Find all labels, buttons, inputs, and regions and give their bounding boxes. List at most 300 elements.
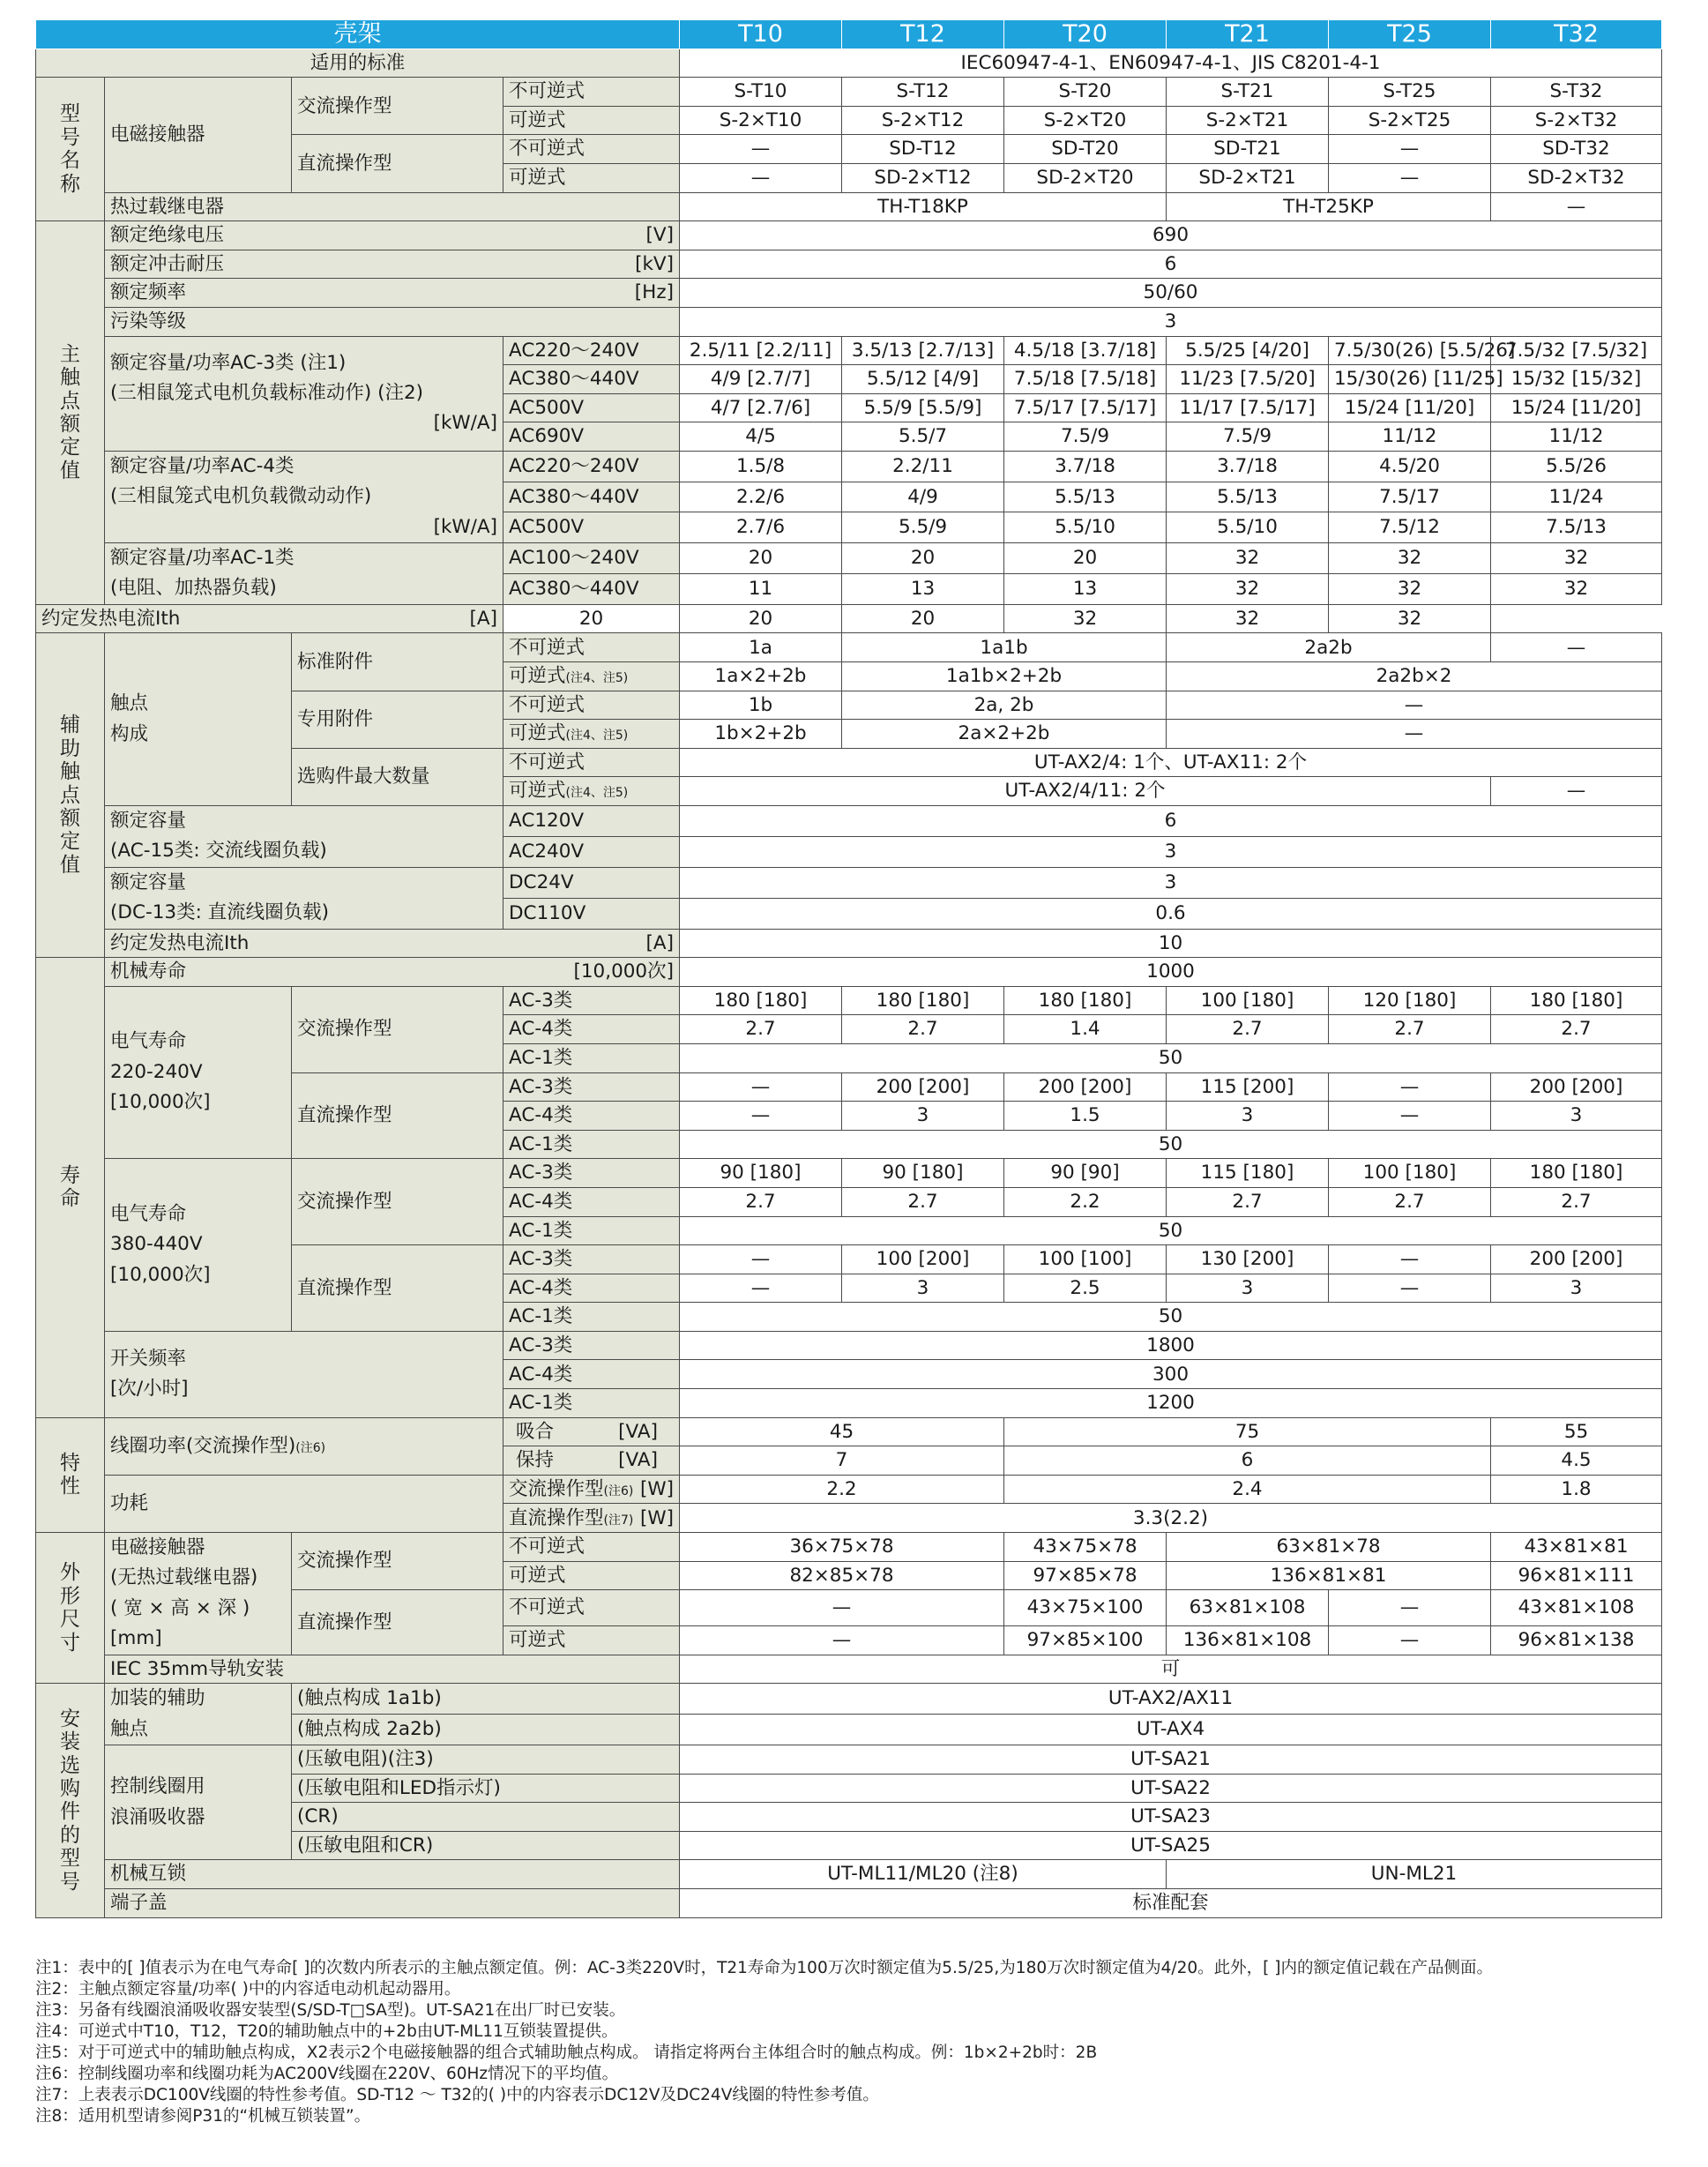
table-cell: AC220～240V [503, 336, 680, 365]
table-cell: 不可逆式 [503, 1533, 680, 1562]
table-cell: 43×81×108 [1491, 1590, 1662, 1626]
table-cell: 7.5/17 [1329, 482, 1491, 512]
table-cell: 额定绝缘电压 [V] [105, 221, 680, 250]
table-cell: 115 [200] [1167, 1072, 1329, 1102]
table-cell: 7.5/30(26) [5.5/26] [1329, 336, 1491, 365]
table-cell: AC-3类 [503, 1159, 680, 1188]
table-cell: 90 [180] [842, 1159, 1004, 1188]
table-cell: 约定发热电流Ith [A] [36, 604, 503, 633]
table-cell: 1a [680, 633, 842, 662]
table-cell: 136×81×108 [1167, 1626, 1329, 1655]
table-cell: 2.7 [1167, 1187, 1329, 1216]
table-cell: 热过载继电器 [105, 192, 680, 221]
table-cell: S-T12 [842, 78, 1004, 107]
table-cell: 4.5/18 [3.7/18] [1004, 336, 1167, 365]
table-cell: 15/24 [11/20] [1329, 393, 1491, 422]
table-cell: 4/5 [680, 422, 842, 452]
table-cell: 额定频率 [Hz] [105, 279, 680, 308]
table-cell: 2.2 [1004, 1187, 1167, 1216]
table-row [36, 336, 1662, 365]
table-row [36, 604, 1662, 633]
table-cell: 3 [842, 1102, 1004, 1131]
table-row [36, 806, 1662, 837]
table-cell: 1.5 [1004, 1102, 1167, 1131]
table-cell: 11/12 [1329, 422, 1491, 452]
table-cell: 32 [1167, 604, 1329, 633]
table-cell: IEC60947-4-1、EN60947-4-1、JIS C8201-4-1 [680, 49, 1662, 78]
table-cell: 32 [1004, 604, 1167, 633]
table-cell: UT-AX2/4: 1个、UT-AX11: 2个 [680, 748, 1662, 777]
table-cell: AC-1类 [503, 1303, 680, 1332]
column-header: T10 [680, 20, 842, 49]
table-cell: 4/9 [842, 482, 1004, 512]
table-cell: 专用附件 [292, 691, 503, 748]
table-cell: (触点构成 2a2b) [292, 1715, 680, 1745]
table-cell: 7.5/17 [7.5/17] [1004, 393, 1167, 422]
table-cell: 不可逆式 [503, 135, 680, 164]
table-cell: (压敏电阻和LED指示灯) [292, 1774, 680, 1803]
table-row [36, 307, 1662, 336]
table-cell: 1a×2+2b [680, 662, 842, 691]
table-cell: AC-4类 [503, 1360, 680, 1389]
table-cell: — [680, 1274, 842, 1303]
table-cell: 7.5/18 [7.5/18] [1004, 365, 1167, 394]
table-cell: 3.7/18 [1167, 451, 1329, 482]
table-row [36, 1860, 1662, 1889]
table-cell: 1b [680, 691, 842, 720]
table-cell: 2a, 2b [842, 691, 1167, 720]
table-cell: SD-2×T12 [842, 163, 1004, 192]
footnote: 注6：控制线圈功率和线圈功耗为AC200V线圈在220V、60Hz情况下的平均值。 [35, 2065, 619, 2083]
table-cell: 90 [90] [1004, 1159, 1167, 1188]
table-cell: 5.5/9 [842, 512, 1004, 543]
table-cell: S-2×T25 [1329, 106, 1491, 135]
table-cell: AC100～240V [503, 543, 680, 574]
table-cell: 2a2b [1167, 633, 1491, 662]
table-cell: 控制线圈用 浪涌吸收器 [105, 1745, 292, 1859]
table-row [36, 986, 1662, 1015]
table-cell: 15/32 [15/32] [1491, 365, 1662, 394]
table-cell: — [1329, 1590, 1491, 1626]
table-cell: S-T21 [1167, 78, 1329, 107]
table-row [36, 1159, 1662, 1188]
table-cell: UT-AX2/AX11 [680, 1684, 1662, 1715]
table-cell: 50 [680, 1130, 1662, 1159]
table-cell: 可逆式 [503, 163, 680, 192]
table-cell: 3.3(2.2) [680, 1504, 1662, 1533]
table-cell: 50 [680, 1216, 1662, 1245]
table-cell: 机械互锁 [105, 1860, 680, 1889]
table-cell: 交流操作型 [292, 986, 503, 1072]
table-cell: 2.7 [680, 1015, 842, 1044]
table-row [36, 1888, 1662, 1917]
table-cell: 不可逆式 [503, 1590, 680, 1626]
table-cell: AC-4类 [503, 1274, 680, 1303]
table-row [36, 543, 1662, 574]
table-row [36, 1331, 1662, 1360]
table-cell: AC-3类 [503, 1331, 680, 1360]
column-header: T25 [1329, 20, 1491, 49]
table-row [36, 958, 1662, 987]
table-row [36, 1655, 1662, 1684]
table-cell: 5.5/9 [5.5/9] [842, 393, 1004, 422]
table-cell: 96×81×111 [1491, 1561, 1662, 1590]
table-cell: 120 [180] [1329, 986, 1491, 1015]
table-cell: 交流操作型 [292, 1533, 503, 1590]
table-cell: 1.8 [1491, 1475, 1662, 1504]
table-cell: — [680, 135, 842, 164]
table-cell: S-2×T12 [842, 106, 1004, 135]
table-cell: 机械寿命 [10,000次] [105, 958, 680, 987]
table-cell: AC690V [503, 422, 680, 452]
table-cell: — [1329, 1274, 1491, 1303]
table-cell: 2a2b×2 [1167, 662, 1662, 691]
table-cell: 额定容量/功率AC-3类 (注1) (三相鼠笼式电机负载标准动作) (注2) [kW/A] [105, 336, 503, 451]
table-cell: S-T32 [1491, 78, 1662, 107]
table-cell: 标准附件 [292, 633, 503, 691]
table-cell: — [1329, 1245, 1491, 1274]
table-cell: AC-1类 [503, 1216, 680, 1245]
table-cell: 2.4 [1004, 1475, 1491, 1504]
table-cell: 可逆式(注4、注5) [503, 720, 680, 749]
table-cell: SD-2×T32 [1491, 163, 1662, 192]
table-cell: AC500V [503, 393, 680, 422]
table-cell: 额定容量/功率AC-4类 (三相鼠笼式电机负载微动动作) [kW/A] [105, 451, 503, 542]
table-cell: 7.5/9 [1167, 422, 1329, 452]
footnote: 注4：可逆式中T10，T12，T20的辅助触点中的+2b由UT-ML11互锁装置提供。 [35, 2022, 618, 2041]
table-cell: — [1329, 1626, 1491, 1655]
table-cell: UT-ML11/ML20 (注8) [680, 1860, 1167, 1889]
table-row [36, 1745, 1662, 1774]
table-cell: 97×85×78 [1004, 1561, 1167, 1590]
table-cell: 开关频率 [次/小时] [105, 1331, 503, 1417]
table-cell: AC-3类 [503, 1072, 680, 1102]
table-cell: 适用的标准 [36, 49, 680, 78]
table-cell: 20 [1004, 543, 1167, 574]
table-cell: 额定容量/功率AC-1类 (电阻、加热器负载) [105, 543, 503, 605]
table-row [36, 20, 1662, 49]
table-cell: 20 [842, 543, 1004, 574]
table-cell: 11/12 [1491, 422, 1662, 452]
category-label: 外形尺寸 [36, 1533, 105, 1684]
table-cell: UT-AX2/4/11: 2个 [680, 777, 1491, 806]
table-cell: 7.5/12 [1329, 512, 1491, 543]
table-cell: 10 [680, 929, 1662, 958]
table-cell: 不可逆式 [503, 691, 680, 720]
table-row [36, 1684, 1662, 1715]
table-cell: 11/17 [7.5/17] [1167, 393, 1329, 422]
table-cell: AC-1类 [503, 1389, 680, 1418]
table-cell: S-T25 [1329, 78, 1491, 107]
table-cell: AC-4类 [503, 1102, 680, 1131]
table-cell: 电气寿命 380-440V [10,000次] [105, 1159, 292, 1332]
table-row [36, 279, 1662, 308]
table-cell: 2.7 [1167, 1015, 1329, 1044]
table-cell: 180 [180] [1491, 986, 1662, 1015]
category-label: 特性 [36, 1417, 105, 1532]
table-cell: 200 [200] [842, 1072, 1004, 1102]
table-cell: 5.5/25 [4/20] [1167, 336, 1329, 365]
table-cell: SD-T12 [842, 135, 1004, 164]
table-cell: 1800 [680, 1331, 1662, 1360]
table-cell: 45 [680, 1417, 1004, 1446]
table-cell: 不可逆式 [503, 633, 680, 662]
table-cell: 1.4 [1004, 1015, 1167, 1044]
table-cell: 200 [200] [1004, 1072, 1167, 1102]
table-cell: 电磁接触器 [105, 78, 292, 192]
table-row [36, 49, 1662, 78]
table-cell: 15/30(26) [11/25] [1329, 365, 1491, 394]
table-cell: 6 [680, 250, 1662, 279]
table-cell: — [1491, 777, 1662, 806]
table-cell: 2.7 [1329, 1187, 1491, 1216]
table-cell: 3 [680, 867, 1662, 898]
table-cell: 36×75×78 [680, 1533, 1004, 1562]
table-cell: 3 [680, 836, 1662, 867]
footnote: 注7：上表表示DC100V线圈的特性参考值。SD-T12 ～ T32的( )中的内容表示DC12V及DC24V线圈的特性参考值。 [35, 2086, 879, 2104]
table-cell: 2.7/6 [680, 512, 842, 543]
table-cell: (触点构成 1a1b) [292, 1684, 680, 1715]
table-cell: 功耗 [105, 1475, 503, 1532]
table-cell: 20 [842, 604, 1004, 633]
table-cell: 1.5/8 [680, 451, 842, 482]
table-cell: 136×81×81 [1167, 1561, 1491, 1590]
table-cell: 额定冲击耐压 [kV] [105, 250, 680, 279]
table-cell: 13 [1004, 573, 1167, 604]
table-cell: 可逆式 [503, 106, 680, 135]
table-cell: 97×85×100 [1004, 1626, 1167, 1655]
table-cell: 5.5/13 [1004, 482, 1167, 512]
table-row [36, 250, 1662, 279]
footnote: 注1：表中的[ ]值表示为在电气寿命[ ]的次数内所表示的主触点额定值。例：AC-3类220V时，T21寿命为100万次时额定值为5.5/25,为180万次时额定值为4/20。此外，[ ]内的额定值记载在产品侧面。 [35, 1959, 1493, 1977]
table-cell: 20 [680, 604, 842, 633]
table-cell: 32 [1329, 604, 1491, 633]
table-cell: S-T20 [1004, 78, 1167, 107]
table-cell: 100 [100] [1004, 1245, 1167, 1274]
table-cell: AC380～440V [503, 573, 680, 604]
table-cell: 32 [1329, 543, 1491, 574]
table-cell: 63×81×78 [1167, 1533, 1491, 1562]
table-cell: 55 [1491, 1417, 1662, 1446]
table-cell: 加装的辅助 触点 [105, 1684, 292, 1745]
table-cell: 4.5 [1491, 1446, 1662, 1476]
table-cell: AC380～440V [503, 482, 680, 512]
table-cell: 180 [180] [1491, 1159, 1662, 1188]
table-cell: 4/9 [2.7/7] [680, 365, 842, 394]
table-cell: SD-T20 [1004, 135, 1167, 164]
table-cell: 5.5/26 [1491, 451, 1662, 482]
table-cell: 2.2/6 [680, 482, 842, 512]
table-cell: 3.7/18 [1004, 451, 1167, 482]
table-cell: 可逆式(注4、注5) [503, 662, 680, 691]
table-cell: 1b×2+2b [680, 720, 842, 749]
table-cell: AC-4类 [503, 1015, 680, 1044]
table-cell: UN-ML21 [1167, 1860, 1662, 1889]
table-cell: UT-SA23 [680, 1803, 1662, 1832]
table-cell: 直流操作型 [292, 135, 503, 192]
table-cell: TH-T18KP [680, 192, 1167, 221]
table-cell: 43×75×78 [1004, 1533, 1167, 1562]
table-cell: 电磁接触器 (无热过载继电器) ( 宽 × 高 × 深 ) [mm] [105, 1533, 292, 1655]
table-cell: 100 [180] [1329, 1159, 1491, 1188]
table-cell: 180 [180] [680, 986, 842, 1015]
table-row [36, 633, 1662, 662]
table-cell: — [680, 163, 842, 192]
table-cell: 保持 [VA] [503, 1446, 680, 1476]
table-cell: 5.5/13 [1167, 482, 1329, 512]
table-cell: 5.5/10 [1004, 512, 1167, 543]
table-cell: 50 [680, 1303, 1662, 1332]
table-cell: 交流操作型 [292, 1159, 503, 1245]
table-cell: AC-1类 [503, 1130, 680, 1159]
table-cell: (压敏电阻)(注3) [292, 1745, 680, 1774]
footnote: 注5：对于可逆式中的辅助触点构成，X2表示2个电磁接触器的组合式辅助触点构成。 请指定将两台主体组合时的触点构成。例：1b×2+2b时：2B [35, 2044, 1098, 2062]
table-cell: 6 [1004, 1446, 1491, 1476]
table-row [36, 1533, 1662, 1562]
table-cell: SD-T21 [1167, 135, 1329, 164]
table-cell: 可 [680, 1655, 1662, 1684]
table-cell: 11 [680, 573, 842, 604]
column-header: T32 [1491, 20, 1662, 49]
table-row [36, 867, 1662, 898]
table-cell: 直流操作型 [292, 1072, 503, 1159]
table-cell: AC-3类 [503, 1245, 680, 1274]
table-cell: (压敏电阻和CR) [292, 1831, 680, 1860]
table-cell: 90 [180] [680, 1159, 842, 1188]
table-cell: 7.5/32 [7.5/32] [1491, 336, 1662, 365]
table-cell: — [1167, 691, 1662, 720]
table-cell: — [1167, 720, 1662, 749]
table-row [36, 1417, 1662, 1446]
table-cell: 300 [680, 1360, 1662, 1389]
table-cell: 75 [1004, 1417, 1491, 1446]
table-cell: 32 [1167, 573, 1329, 604]
category-label: 型号名称 [36, 78, 105, 221]
table-cell: 11/23 [7.5/20] [1167, 365, 1329, 394]
table-cell: 吸合 [VA] [503, 1417, 680, 1446]
table-cell: 5.5/12 [4/9] [842, 365, 1004, 394]
table-cell: — [680, 1626, 1004, 1655]
table-cell: 2.7 [680, 1187, 842, 1216]
table-cell: 130 [200] [1167, 1245, 1329, 1274]
table-cell: 50 [680, 1043, 1662, 1072]
column-header: T20 [1004, 20, 1167, 49]
table-cell: 直流操作型(注7) [W] [503, 1504, 680, 1533]
table-cell: — [680, 1590, 1004, 1626]
table-cell: 2.5 [1004, 1274, 1167, 1303]
category-label: 安装选购件的型号 [36, 1684, 105, 1917]
table-cell: 3 [1491, 1102, 1662, 1131]
footnote: 注3：另备有线圈浪涌吸收器安装型(S/SD-T□SA型)。UT-SA21在出厂时已安装。 [35, 2001, 626, 2020]
table-cell: UT-SA22 [680, 1774, 1662, 1803]
table-cell: 额定容量 (AC-15类: 交流线圈负载) [105, 806, 503, 868]
table-cell: S-T10 [680, 78, 842, 107]
table-cell: 不可逆式 [503, 78, 680, 107]
table-cell: TH-T25KP [1167, 192, 1491, 221]
table-cell: 约定发热电流Ith [A] [105, 929, 680, 958]
table-cell: 端子盖 [105, 1888, 680, 1917]
table-cell: AC220～240V [503, 451, 680, 482]
table-cell: 3 [842, 1274, 1004, 1303]
table-cell: 180 [180] [1004, 986, 1167, 1015]
table-cell: 3 [680, 307, 1662, 336]
category-label: 辅助触点额定值 [36, 633, 105, 958]
table-cell: 2.2/11 [842, 451, 1004, 482]
table-cell: 32 [1491, 543, 1662, 574]
table-cell: 43×75×100 [1004, 1590, 1167, 1626]
table-cell: 0.6 [680, 898, 1662, 929]
table-cell: 5.5/10 [1167, 512, 1329, 543]
table-cell: S-2×T20 [1004, 106, 1167, 135]
table-cell: 直流操作型 [292, 1245, 503, 1332]
table-cell: 96×81×138 [1491, 1626, 1662, 1655]
table-cell: 100 [200] [842, 1245, 1004, 1274]
table-cell: 1000 [680, 958, 1662, 987]
table-cell: SD-2×T20 [1004, 163, 1167, 192]
table-cell: — [1329, 163, 1491, 192]
category-label: 主触点额定值 [36, 221, 105, 605]
table-cell: 50/60 [680, 279, 1662, 308]
column-header: T21 [1167, 20, 1329, 49]
table-cell: 20 [503, 604, 680, 633]
table-cell: 污染等级 [105, 307, 680, 336]
table-cell: (CR) [292, 1803, 680, 1832]
table-cell: AC-3类 [503, 986, 680, 1015]
table-cell: 2.7 [842, 1015, 1004, 1044]
table-cell: 63×81×108 [1167, 1590, 1329, 1626]
table-cell: 2.7 [1329, 1015, 1491, 1044]
table-cell: 交流操作型(注6) [W] [503, 1475, 680, 1504]
table-cell: 7 [680, 1446, 1004, 1476]
table-row [36, 451, 1662, 482]
table-cell: AC-4类 [503, 1187, 680, 1216]
table-cell: 32 [1329, 573, 1491, 604]
table-cell: 2.5/11 [2.2/11] [680, 336, 842, 365]
table-cell: 2.7 [1491, 1187, 1662, 1216]
table-cell: 7.5/13 [1491, 512, 1662, 543]
table-cell: — [1329, 135, 1491, 164]
table-cell: DC110V [503, 898, 680, 929]
table-cell: S-2×T10 [680, 106, 842, 135]
table-cell: 43×81×81 [1491, 1533, 1662, 1562]
table-cell: 13 [842, 573, 1004, 604]
table-cell: SD-T32 [1491, 135, 1662, 164]
table-row [36, 1475, 1662, 1504]
table-cell: — [1329, 1072, 1491, 1102]
table-cell: 15/24 [11/20] [1491, 393, 1662, 422]
table-cell: 32 [1491, 573, 1662, 604]
table-cell: 1a1b [842, 633, 1167, 662]
table-cell: 690 [680, 221, 1662, 250]
column-header: T12 [842, 20, 1004, 49]
column-header: 壳架 [36, 20, 680, 49]
table-row [36, 221, 1662, 250]
table-cell: — [680, 1072, 842, 1102]
table-cell: 交流操作型 [292, 78, 503, 135]
table-row [36, 192, 1662, 221]
table-cell: IEC 35mm导轨安装 [105, 1655, 680, 1684]
table-cell: 2.7 [1491, 1015, 1662, 1044]
table-cell: 2a×2+2b [842, 720, 1167, 749]
table-cell: 1200 [680, 1389, 1662, 1418]
table-cell: 4.5/20 [1329, 451, 1491, 482]
table-cell: 3.5/13 [2.7/13] [842, 336, 1004, 365]
footnote: 注2：主触点额定容量/功率( )中的内容适电动机起动器用。 [35, 1980, 461, 1999]
table-cell: S-2×T21 [1167, 106, 1329, 135]
table-cell: 可逆式(注4、注5) [503, 777, 680, 806]
table-cell: AC500V [503, 512, 680, 543]
category-label: 寿命 [36, 958, 105, 1418]
